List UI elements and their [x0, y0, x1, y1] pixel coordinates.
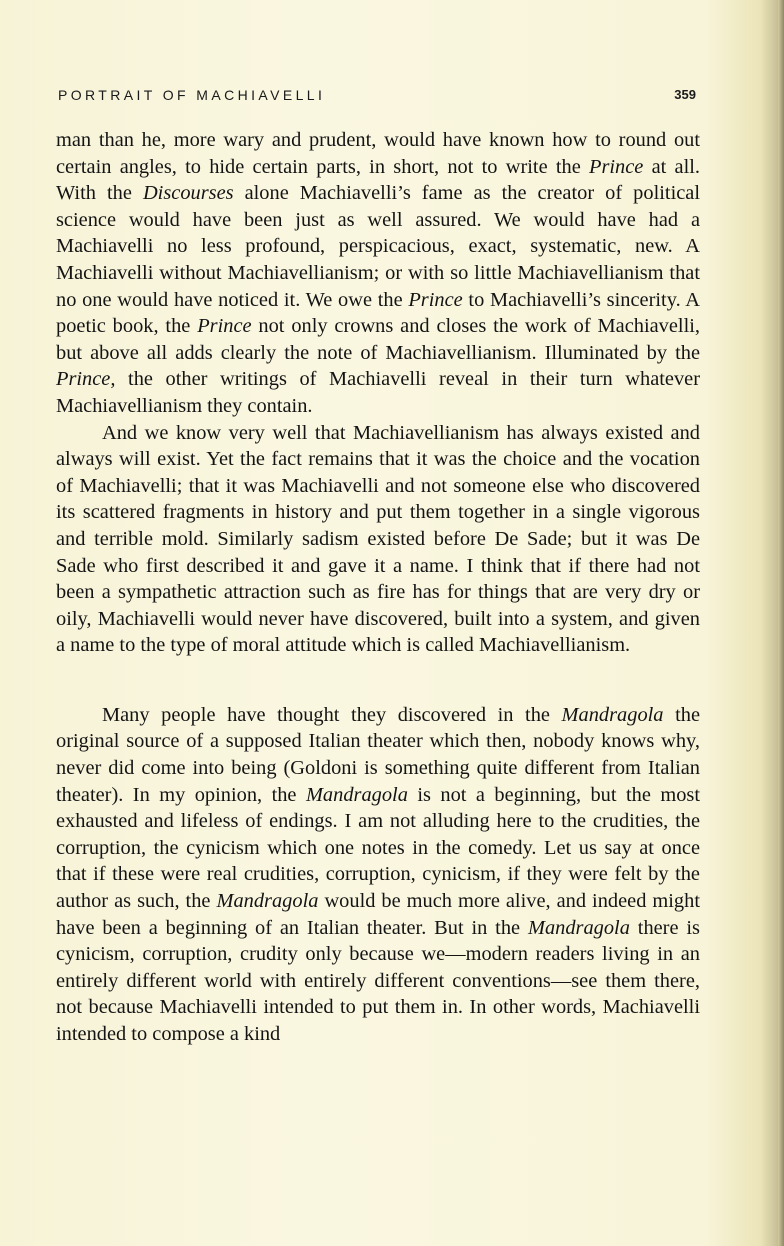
- text-run: the original source of a supposed Italian theater which then, nobody knows why, never did come into being (Goldoni is something quite different from Italian theater). In my opinion, the: [56, 703, 701, 806]
- running-head: [58, 87, 698, 111]
- text-run: would be much more alive, and indeed might have been a beginning of an Italian theater. But in the: [56, 890, 700, 939]
- italic-title: Mandragola: [561, 703, 664, 726]
- italic-title: Prince,: [56, 368, 116, 391]
- text-run: to Machiavelli’s sincerity. A poetic book, the: [56, 288, 700, 338]
- paragraph: [56, 702, 700, 1048]
- text-run: the other writings of Machiavelli reveal in their turn whatever Machiavellianism they contain.: [56, 368, 700, 417]
- italic-title: Mandragola: [527, 916, 630, 939]
- text-run: And we know very well that Machiavellianism has always existed and always will exist. Yet the fact remains that it was the choice and the vocation of Machiavelli; that it was Machiavelli and not someone else who discovered its scattered fragments in history and put them together in a single vigorous and terrible mold. Similarly sadism existed before De Sade; but it was De Sade who first described it and gave it a name. I think that if there had not been a sympathetic attraction such as fire has for things that are very dry or oily, Machiavelli would never have discovered, built into a system, and given a name to the type of moral attitude which is called Machiavellianism.: [56, 421, 700, 657]
- text-run: is not a beginning, but the most exhausted and lifeless of endings. I am not alluding here to the crudities, the corruption, the cynicism which one notes in the comedy. Let us say at once that if these were real crudities, corruption, cynicism, if they were felt by the author as such, the: [56, 783, 700, 913]
- body-text: [56, 127, 700, 1048]
- italic-title: Discourses: [142, 182, 234, 205]
- italic-title: Mandragola: [216, 890, 319, 913]
- text-run: man than he, more wary and prudent, would have known how to round out certain angles, to hide certain parts, in short, not to write the: [56, 129, 700, 178]
- text-run: at all. With the: [56, 155, 701, 205]
- italic-title: Prince: [589, 155, 644, 178]
- text-run: alone Machiavelli’s fame as the creator of political science would have been just as well assured. We would have had a Machiavelli no less profound, perspicacious, exact, systematic, new. A Machiavelli without Machiavellianism; or with so little Machiavellianism that no one would have noticed it. We owe the: [56, 182, 701, 311]
- paragraph: [56, 127, 700, 420]
- text-run: Many people have thought they discovered in the: [102, 703, 562, 726]
- page-edge: [778, 0, 784, 1246]
- italic-title: Mandragola: [305, 783, 408, 806]
- running-title: PORTRAIT OF MACHIAVELLI: [58, 87, 326, 103]
- text-run: there is cynicism, corruption, crudity only because we—modern readers living in an entirely different world with entirely different conventions—see them there, not because Machiavelli intended to put them in. In other words, Machiavelli intended to compose a kind: [56, 916, 700, 1045]
- page-number: 359: [674, 87, 696, 102]
- paragraph: [56, 420, 700, 659]
- italic-title: Prince: [197, 315, 252, 338]
- italic-title: Prince: [408, 288, 463, 311]
- text-run: not only crowns and closes the work of Machiavelli, but above all adds clearly the note of Machiavellianism. Illuminated by the: [56, 315, 701, 364]
- section-break: [56, 659, 700, 702]
